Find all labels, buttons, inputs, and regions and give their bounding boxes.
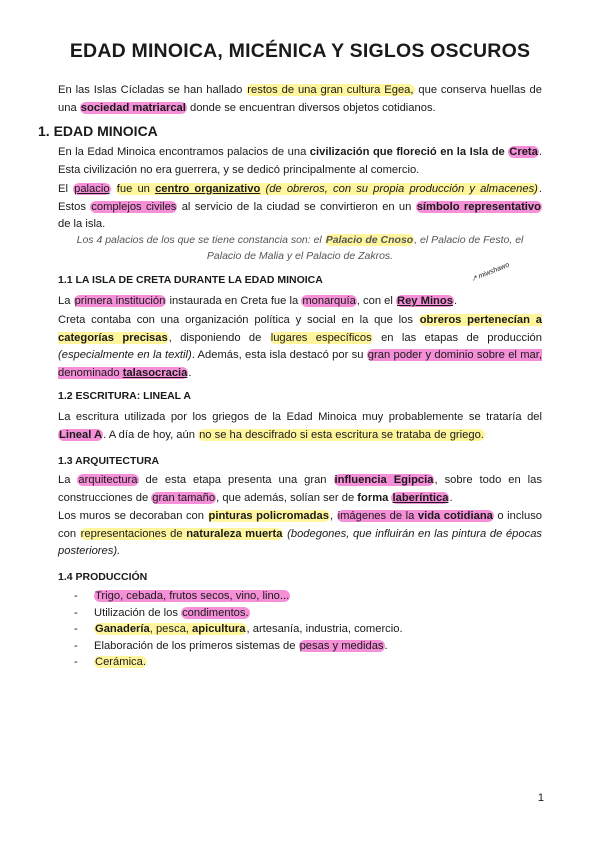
- palaces-note: Los 4 palacios de los que se tiene constancia son: el Palacio de Cnoso, el Palacio de Festo, el Palacio de Malia y el Palacio de Zakros.: [76, 234, 524, 262]
- section-heading-1-4: 1.4 PRODUCCIÓN: [58, 571, 148, 583]
- paragraph-5: La escritura utilizada por los griegos de la Edad Minoica muy probablemente se trataría del Lineal A. A día de hoy, aún no se ha descifrado si esta escritura se trataba de griego.: [58, 411, 542, 441]
- section-heading-1-2: 1.2 ESCRITURA: LINEAL A: [58, 390, 192, 402]
- intro-paragraph: En las Islas Cícladas se han hallado restos de una gran cultura Egea, que conserva huellas de una sociedad matriarcal donde se encuentran diversos objetos cotidianos.: [58, 84, 542, 114]
- production-list: [74, 588, 403, 671]
- page-number: 1: [537, 792, 544, 804]
- list-item: - Ganadería, pesca, apicultura, artesanía, industria, comercio.: [74, 621, 403, 638]
- list-item: - Elaboración de los primeros sistemas de pesas y medidas.: [74, 638, 403, 655]
- paragraph-1: En la Edad Minoica encontramos palacios de una civilización que floreció en la Isla de Creta. Esta civilización no era guerrera, y se dedicó principalmente al comercio.: [58, 146, 542, 176]
- paragraph-6: La arquitectura de esta etapa presenta una gran influencia Egipcia, sobre todo en las construcciones de gran tamaño, que además, solían ser de forma laberíntica.: [58, 474, 542, 504]
- paragraph-3: La primera institución instaurada en Creta fue la monarquía, con el Rey Minos.: [58, 295, 458, 307]
- list-item: - Cerámica.: [74, 654, 403, 671]
- section-heading-1-1: 1.1 LA ISLA DE CRETA DURANTE LA EDAD MINOICA: [58, 274, 323, 286]
- list-item: - Trigo, cebada, frutos secos, vino, lino...: [74, 588, 403, 605]
- handwritten-note: ↗ miwshawo: [470, 261, 511, 284]
- page-title: EDAD MINOICA, MICÉNICA Y SIGLOS OSCUROS: [69, 40, 531, 62]
- section-heading-1-3: 1.3 ARQUITECTURA: [58, 455, 160, 467]
- list-item: - Utilización de los condimentos.: [74, 605, 403, 622]
- paragraph-2: El palacio fue un centro organizativo (de obreros, con su propia producción y almacenes). Estos complejos civiles al servicio de la ciudad se convirtieron en un símbolo representativo de la isla.: [58, 183, 543, 230]
- paragraph-7: Los muros se decoraban con pinturas policromadas, imágenes de la vida cotidiana o incluso con representaciones de naturaleza muerta (bodegones, que influirán en las pintura de épocas posteriores).: [58, 510, 543, 557]
- section-heading-1: 1. EDAD MINOICA: [38, 123, 158, 139]
- paragraph-4: Creta contaba con una organización política y social en la que los obreros pertenecían a categorías precisas, disponiendo de lugares específicos en las etapas de producción (especialmente en la textil). Además, esta isla destacó por su gran poder y dominio sobre el mar, denominado talasocracia.: [58, 314, 542, 379]
